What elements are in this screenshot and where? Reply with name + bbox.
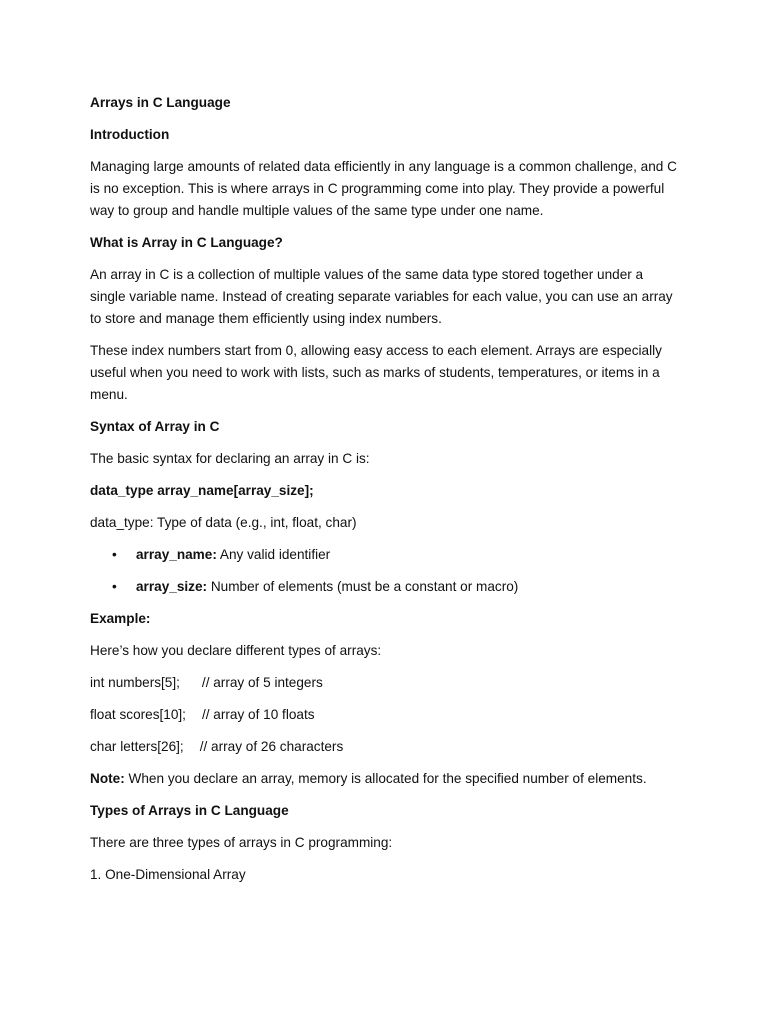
- bullet-term: array_name:: [136, 547, 217, 562]
- document-content: [90, 92, 680, 896]
- list-item: [90, 576, 680, 598]
- code-comment: // array of 26 characters: [199, 739, 344, 754]
- note-paragraph: [90, 768, 680, 790]
- intro-paragraph: Managing large amounts of related data efficiently in any language is a common challenge, and C is no exception. This is where arrays in C programming come into play. They provide a powerful way to group and handle multiple values of the same type under one name.: [90, 159, 677, 218]
- document-title: Arrays in C Language: [90, 95, 231, 110]
- example-lead: Here’s how you declare different types of arrays:: [90, 643, 382, 658]
- data-type-line: data_type: Type of data (e.g., int, float, char): [90, 515, 357, 530]
- code-line: [90, 704, 680, 726]
- what-is-paragraph-2: These index numbers start from 0, allowing easy access to each element. Arrays are especially useful when you need to work with lists, such as marks of students, temperatures, or items in a menu.: [90, 343, 662, 402]
- bullet-description: Any valid identifier: [216, 547, 331, 562]
- code-text: char letters[26];: [90, 739, 184, 754]
- intro-heading: Introduction: [90, 127, 170, 142]
- note-label: Note:: [90, 771, 125, 786]
- bullet-description: Number of elements (must be a constant or macro): [207, 579, 519, 594]
- list-item: [90, 544, 680, 566]
- code-line: [90, 672, 680, 694]
- note-text: When you declare an array, memory is allocated for the specified number of elements.: [124, 771, 647, 786]
- example-heading: Example:: [90, 611, 151, 626]
- syntax-declaration: data_type array_name[array_size];: [90, 483, 314, 498]
- bullet-icon: •: [112, 579, 117, 594]
- code-text: int numbers[5];: [90, 675, 180, 690]
- syntax-lead: The basic syntax for declaring an array in C is:: [90, 451, 370, 466]
- code-line: [90, 736, 680, 758]
- code-comment: // array of 5 integers: [201, 675, 323, 690]
- bullet-term: array_size:: [136, 579, 208, 594]
- what-is-heading: What is Array in C Language?: [90, 235, 283, 250]
- code-text: float scores[10];: [90, 707, 186, 722]
- what-is-paragraph-1: An array in C is a collection of multiple values of the same data type stored together under a single variable name. Instead of creating separate variables for each value, you can use an array to store and manage them efficiently using index numbers.: [90, 267, 673, 326]
- bullet-icon: •: [112, 547, 117, 562]
- types-lead: There are three types of arrays in C programming:: [90, 835, 393, 850]
- types-heading: Types of Arrays in C Language: [90, 803, 289, 818]
- code-comment: // array of 10 floats: [201, 707, 315, 722]
- syntax-bullet-list: [90, 544, 680, 598]
- types-first-item: 1. One-Dimensional Array: [90, 867, 246, 882]
- syntax-heading: Syntax of Array in C: [90, 419, 220, 434]
